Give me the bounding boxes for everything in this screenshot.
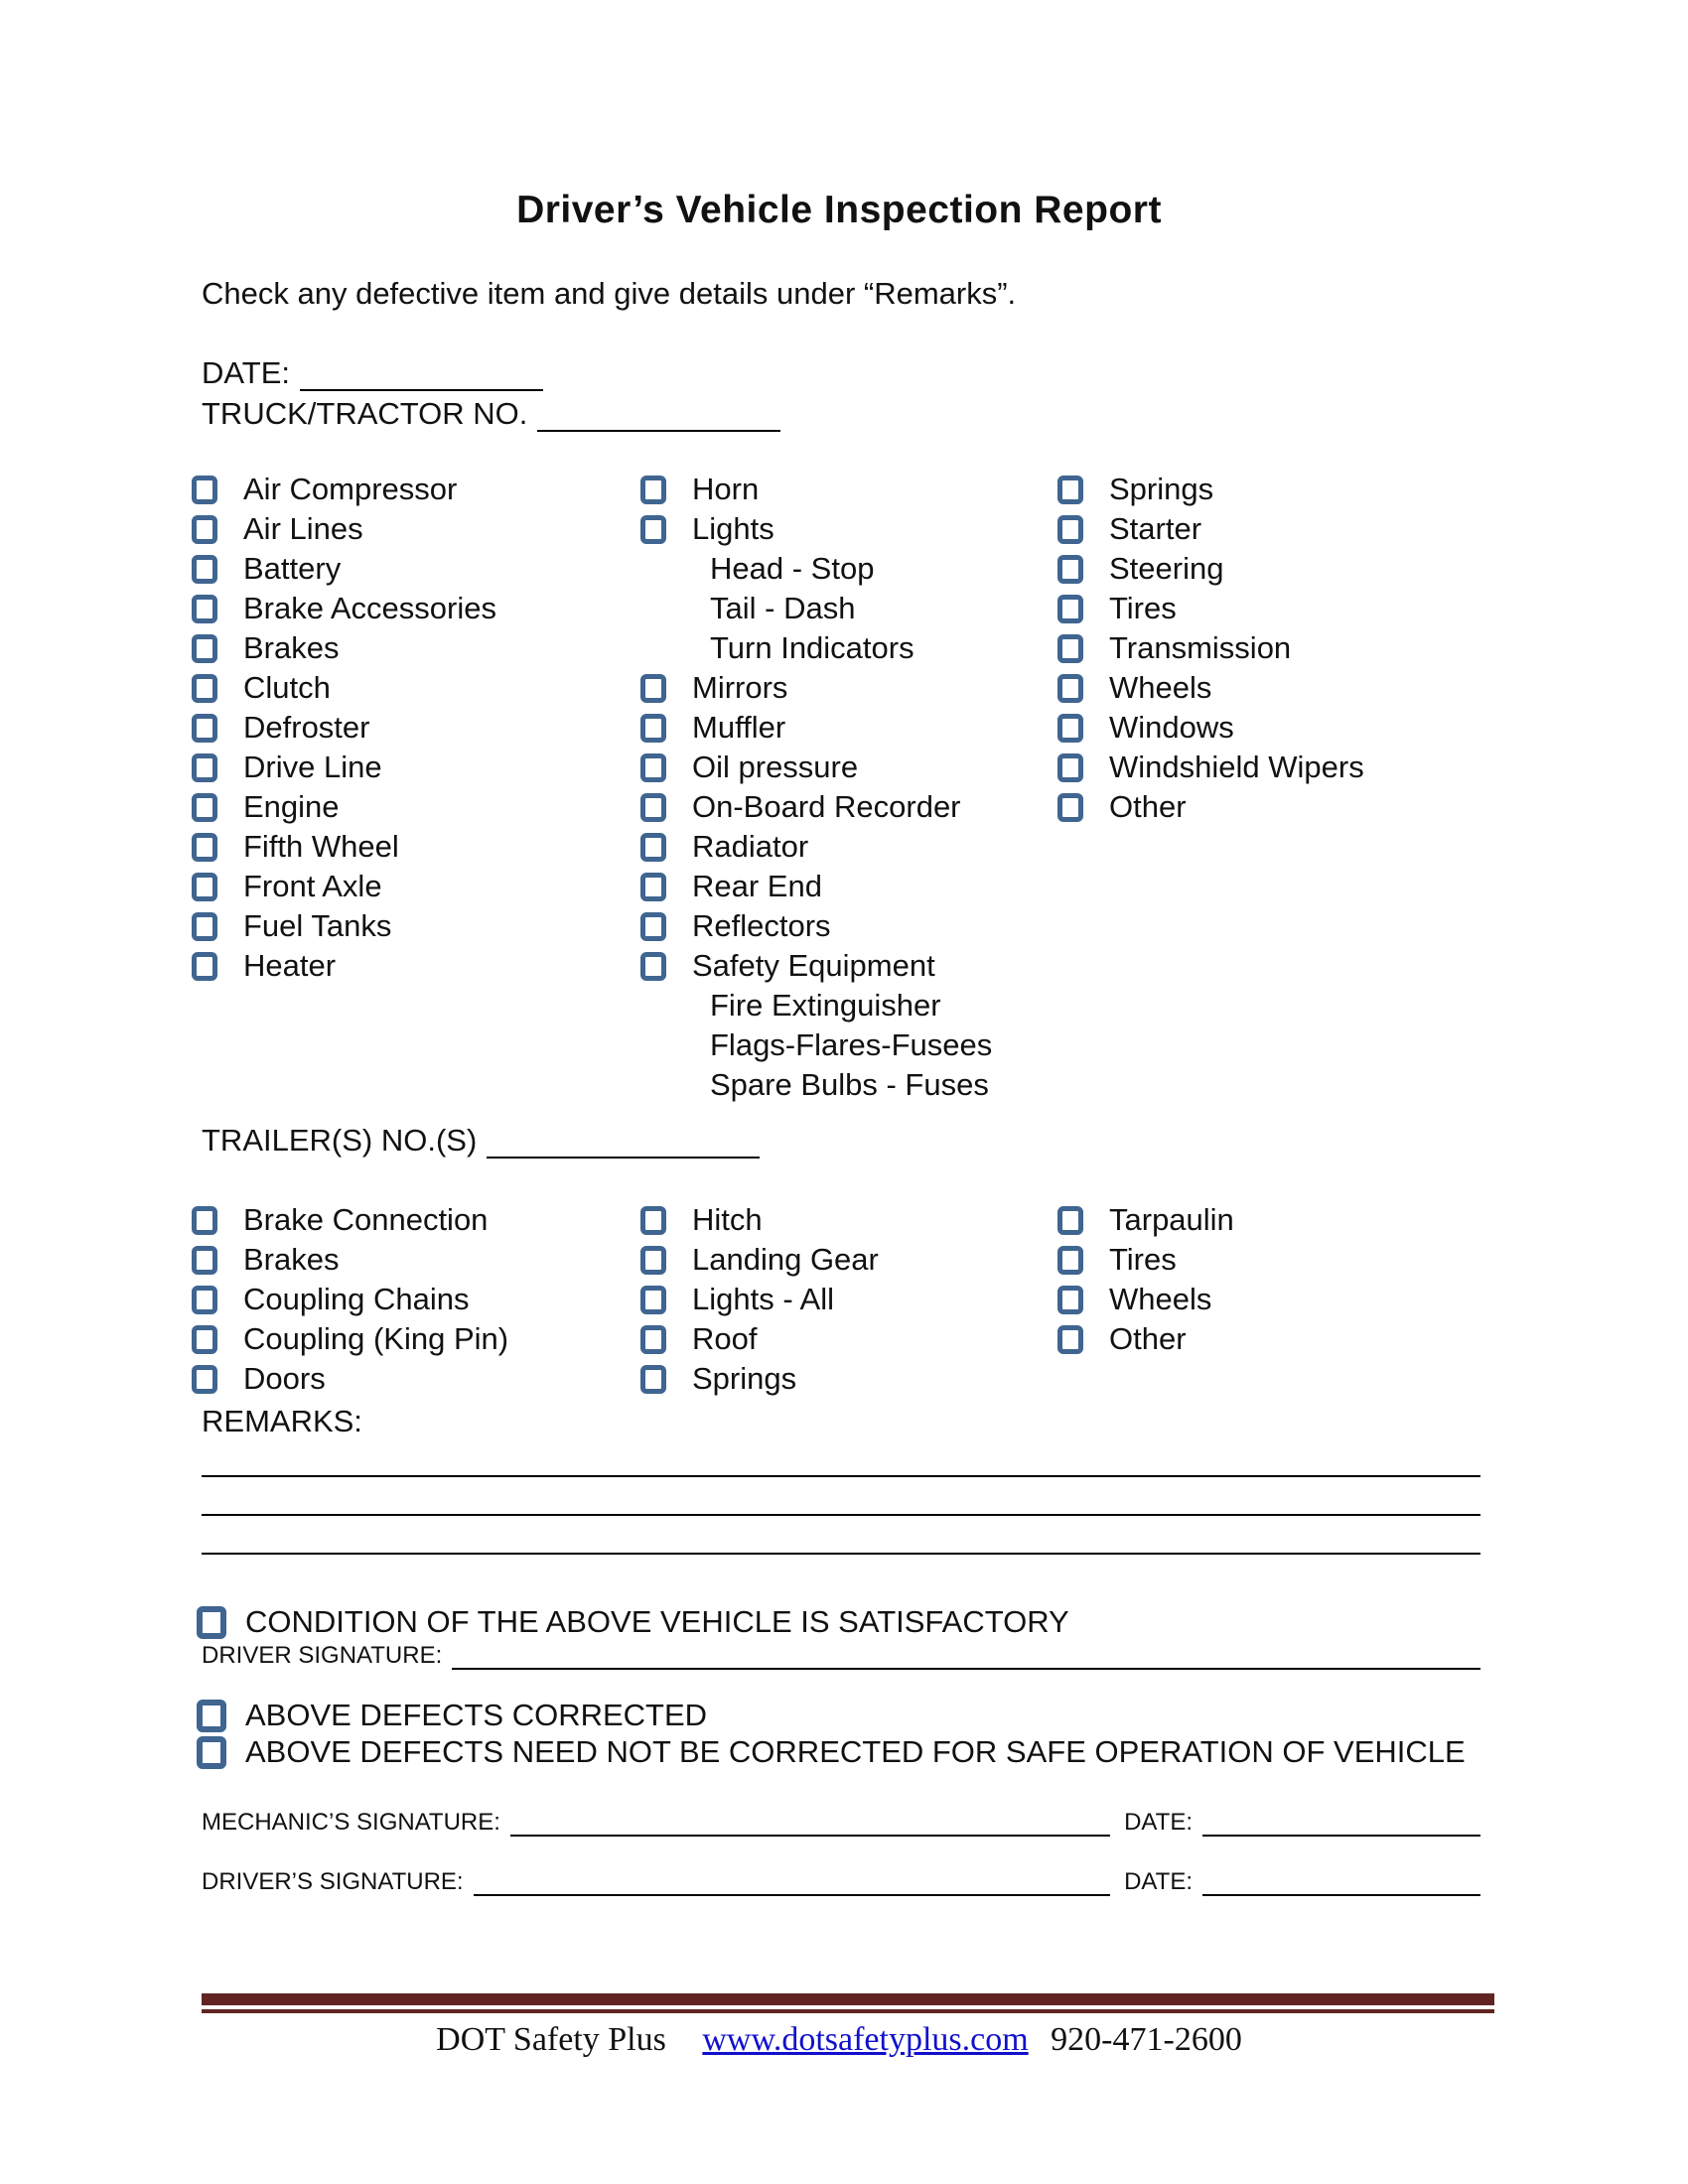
- checkbox-icon[interactable]: [640, 833, 666, 862]
- checkbox-icon[interactable]: [640, 1365, 666, 1394]
- checklist-item: [640, 589, 1067, 628]
- checklist-item-label: Tarpaulin: [1109, 1202, 1234, 1237]
- mechanic-date-line: [1202, 1809, 1480, 1837]
- checklist-item-label: Springs: [1109, 472, 1214, 506]
- checkbox-icon[interactable]: [1057, 793, 1083, 822]
- checklist-item-label: Fuel Tanks: [243, 908, 392, 943]
- checkbox-icon[interactable]: [192, 515, 217, 544]
- checklist-item: [192, 1240, 619, 1280]
- footer-divider-thin: [202, 2009, 1494, 2013]
- checkbox-icon[interactable]: [192, 595, 217, 623]
- checkbox-icon[interactable]: [192, 674, 217, 703]
- checkbox-icon[interactable]: [640, 674, 666, 703]
- driver-signature-row: [202, 1642, 1480, 1670]
- checklist-item: [640, 1319, 1067, 1359]
- checklist-item: [640, 986, 1067, 1025]
- checklist-item: [192, 748, 619, 787]
- date-fill-line: [300, 359, 543, 391]
- checklist-item-label: Doors: [243, 1361, 326, 1396]
- checklist-item: [1057, 1319, 1484, 1359]
- checklist-item: [640, 867, 1067, 906]
- checkbox-icon[interactable]: [192, 1325, 217, 1354]
- footer-website-link[interactable]: www.dotsafetyplus.com: [702, 2021, 1029, 2058]
- remarks-line-2: [202, 1514, 1480, 1516]
- checklist-item-label: Wheels: [1109, 670, 1212, 705]
- checkbox-icon[interactable]: [192, 634, 217, 663]
- trailer-fill-line: [487, 1127, 760, 1159]
- driver-date-label: DATE:: [1124, 1868, 1193, 1895]
- checkbox-icon[interactable]: [192, 1246, 217, 1275]
- checkbox-icon[interactable]: [192, 873, 217, 901]
- checkbox-icon[interactable]: [192, 1206, 217, 1235]
- defects-not-needed-checkbox[interactable]: [197, 1736, 226, 1769]
- checklist-item: [640, 827, 1067, 867]
- checklist-item: [192, 946, 619, 986]
- checklist-item-label: Wheels: [1109, 1282, 1212, 1316]
- driver-signature2-row: [202, 1868, 1480, 1896]
- checklist-item: [640, 1025, 1067, 1065]
- checklist-item-label: Lights: [692, 511, 774, 546]
- checklist-item: [1057, 470, 1484, 509]
- checkbox-icon[interactable]: [192, 753, 217, 782]
- checklist-item-label: Coupling Chains: [243, 1282, 470, 1316]
- checklist-item: [640, 509, 1067, 549]
- checklist-item: [1057, 668, 1484, 708]
- checklist-item: [640, 1280, 1067, 1319]
- checklist-item: [192, 708, 619, 748]
- checkbox-icon[interactable]: [1057, 1246, 1083, 1275]
- checklist-item-label: Air Compressor: [243, 472, 458, 506]
- checklist-item: [640, 1200, 1067, 1240]
- vehicle-checklist-column-1: [192, 470, 619, 986]
- truck-fill-line: [537, 400, 780, 432]
- checklist-item: [640, 787, 1067, 827]
- checkbox-icon[interactable]: [1057, 1325, 1083, 1354]
- checkbox-icon[interactable]: [1057, 595, 1083, 623]
- checklist-item-label: Radiator: [692, 829, 809, 864]
- checklist-item-label: Mirrors: [692, 670, 788, 705]
- vehicle-checklist-column-2: [640, 470, 1067, 1105]
- checklist-item: [192, 1280, 619, 1319]
- checklist-item-label: Tail - Dash: [710, 591, 856, 625]
- checklist-item: [640, 668, 1067, 708]
- condition-satisfactory-checkbox[interactable]: [197, 1606, 226, 1639]
- checkbox-icon[interactable]: [640, 1206, 666, 1235]
- checklist-item-label: On-Board Recorder: [692, 789, 961, 824]
- checklist-item-label: Brake Connection: [243, 1202, 489, 1237]
- checkbox-icon[interactable]: [192, 793, 217, 822]
- checklist-item-label: Lights - All: [692, 1282, 835, 1316]
- remarks-line-1: [202, 1475, 1480, 1477]
- checkbox-icon[interactable]: [640, 714, 666, 743]
- checklist-item-label: Fifth Wheel: [243, 829, 399, 864]
- checkbox-icon[interactable]: [640, 952, 666, 981]
- checklist-item-label: Roof: [692, 1321, 758, 1356]
- checklist-item: [192, 787, 619, 827]
- checklist-item: [1057, 1280, 1484, 1319]
- checkbox-icon[interactable]: [192, 555, 217, 584]
- checklist-item-label: Muffler: [692, 710, 786, 745]
- checkbox-icon[interactable]: [640, 476, 666, 504]
- defects-not-needed-row: [197, 1734, 1466, 1770]
- checkbox-icon[interactable]: [640, 912, 666, 941]
- mechanic-signature-row: [202, 1809, 1480, 1837]
- checklist-item: [640, 1065, 1067, 1105]
- checklist-item: [192, 470, 619, 509]
- checklist-item: [640, 1359, 1067, 1399]
- checklist-item-label: Engine: [243, 789, 340, 824]
- date-field-row: [202, 355, 797, 391]
- checkbox-icon[interactable]: [1057, 674, 1083, 703]
- checklist-item: [192, 1359, 619, 1399]
- checkbox-icon[interactable]: [192, 833, 217, 862]
- checklist-item-label: Brakes: [243, 630, 340, 665]
- condition-satisfactory-row: [197, 1604, 1069, 1640]
- checklist-item: [192, 867, 619, 906]
- checklist-item-label: Clutch: [243, 670, 331, 705]
- checklist-item: [1057, 509, 1484, 549]
- driver-signature2-label: DRIVER’S SIGNATURE:: [202, 1868, 464, 1895]
- checkbox-icon[interactable]: [1057, 515, 1083, 544]
- checkbox-icon[interactable]: [1057, 714, 1083, 743]
- checkbox-icon[interactable]: [640, 793, 666, 822]
- date-label: DATE:: [202, 355, 290, 390]
- checkbox-icon[interactable]: [192, 912, 217, 941]
- checklist-item: [192, 549, 619, 589]
- checklist-item-label: Springs: [692, 1361, 797, 1396]
- driver-signature2-line: [474, 1868, 1111, 1896]
- checklist-item-label: Air Lines: [243, 511, 363, 546]
- checkbox-icon[interactable]: [640, 753, 666, 782]
- checklist-item-label: Oil pressure: [692, 750, 859, 784]
- checklist-item-label: Rear End: [692, 869, 822, 903]
- mechanic-signature-line: [510, 1809, 1110, 1837]
- mechanic-date-label: DATE:: [1124, 1809, 1193, 1836]
- checklist-item: [640, 549, 1067, 589]
- checklist-item-label: Battery: [243, 551, 342, 586]
- checklist-item: [1057, 1200, 1484, 1240]
- checklist-item-label: Brakes: [243, 1242, 340, 1277]
- checkbox-icon[interactable]: [192, 952, 217, 981]
- condition-satisfactory-label: CONDITION OF THE ABOVE VEHICLE IS SATISFACTORY: [245, 1604, 1069, 1639]
- checklist-item: [192, 628, 619, 668]
- checklist-item-label: Other: [1109, 1321, 1187, 1356]
- checklist-item-label: Windows: [1109, 710, 1234, 745]
- checklist-item: [1057, 787, 1484, 827]
- checklist-item: [640, 708, 1067, 748]
- checkbox-icon[interactable]: [192, 1286, 217, 1314]
- checkbox-icon[interactable]: [640, 1286, 666, 1314]
- checklist-item-label: Brake Accessories: [243, 591, 496, 625]
- checklist-item: [192, 1319, 619, 1359]
- checklist-item-label: Landing Gear: [692, 1242, 879, 1277]
- checklist-item-label: Starter: [1109, 511, 1202, 546]
- checklist-item-label: Other: [1109, 789, 1187, 824]
- trailer-checklist-column-3: [1057, 1200, 1484, 1359]
- checkbox-icon[interactable]: [1057, 1286, 1083, 1314]
- checklist-item-label: Front Axle: [243, 869, 382, 903]
- mechanic-signature-label: MECHANIC’S SIGNATURE:: [202, 1809, 500, 1836]
- checklist-item-label: Safety Equipment: [692, 948, 935, 983]
- driver-date-line: [1202, 1868, 1480, 1896]
- checklist-item-label: Transmission: [1109, 630, 1292, 665]
- checklist-item: [1057, 549, 1484, 589]
- checklist-item-label: Reflectors: [692, 908, 831, 943]
- checklist-item: [192, 589, 619, 628]
- checklist-item-label: Tires: [1109, 1242, 1177, 1277]
- checkbox-icon[interactable]: [640, 1325, 666, 1354]
- checklist-item-label: Head - Stop: [710, 551, 875, 586]
- vehicle-checklist-column-3: [1057, 470, 1484, 827]
- checkbox-icon[interactable]: [1057, 634, 1083, 663]
- defects-corrected-row: [197, 1698, 707, 1733]
- checkbox-icon[interactable]: [192, 1365, 217, 1394]
- driver-signature-line: [452, 1642, 1480, 1670]
- checklist-item-label: Hitch: [692, 1202, 763, 1237]
- checkbox-icon[interactable]: [1057, 1206, 1083, 1235]
- checkbox-icon[interactable]: [1057, 555, 1083, 584]
- checkbox-icon[interactable]: [640, 515, 666, 544]
- truck-tractor-label: TRUCK/TRACTOR NO.: [202, 396, 528, 431]
- checklist-item: [192, 906, 619, 946]
- checkbox-icon[interactable]: [1057, 753, 1083, 782]
- trailer-checklist-column-1: [192, 1200, 619, 1399]
- instruction-text: Check any defective item and give details under “Remarks”.: [202, 276, 1017, 311]
- defects-corrected-checkbox[interactable]: [197, 1700, 226, 1732]
- driver-signature-label: DRIVER SIGNATURE:: [202, 1642, 443, 1669]
- checklist-item: [192, 668, 619, 708]
- checklist-item: [640, 1240, 1067, 1280]
- checklist-item: [640, 748, 1067, 787]
- checklist-item-label: Spare Bulbs - Fuses: [710, 1067, 989, 1102]
- checklist-item-label: Drive Line: [243, 750, 382, 784]
- truck-field-row: [202, 396, 897, 432]
- checklist-item-label: Windshield Wipers: [1109, 750, 1364, 784]
- checklist-item: [1057, 748, 1484, 787]
- checklist-item: [192, 827, 619, 867]
- checklist-item-label: Coupling (King Pin): [243, 1321, 509, 1356]
- checklist-item: [640, 946, 1067, 986]
- footer: [199, 2021, 1479, 2059]
- checklist-item: [192, 1200, 619, 1240]
- checklist-item: [640, 628, 1067, 668]
- checklist-item-label: Flags-Flares-Fusees: [710, 1027, 993, 1062]
- checklist-item-label: Tires: [1109, 591, 1177, 625]
- checklist-item: [1057, 708, 1484, 748]
- checklist-item-label: Heater: [243, 948, 337, 983]
- trailer-no-label: TRAILER(S) NO.(S): [202, 1123, 478, 1158]
- checklist-item: [192, 509, 619, 549]
- page-title: Driver’s Vehicle Inspection Report: [516, 189, 1162, 231]
- checkbox-icon[interactable]: [640, 873, 666, 901]
- remarks-label: REMARKS:: [202, 1404, 362, 1438]
- checklist-item-label: Fire Extinguisher: [710, 988, 941, 1023]
- checklist-item-label: Horn: [692, 472, 760, 506]
- checklist-item-label: Defroster: [243, 710, 370, 745]
- checklist-item: [1057, 628, 1484, 668]
- defects-corrected-label: ABOVE DEFECTS CORRECTED: [245, 1698, 708, 1732]
- checklist-item-label: Steering: [1109, 551, 1224, 586]
- checklist-item: [640, 470, 1067, 509]
- checklist-item-label: Turn Indicators: [710, 630, 914, 665]
- trailer-field-row: [202, 1123, 897, 1159]
- defects-not-needed-label: ABOVE DEFECTS NEED NOT BE CORRECTED FOR SAFE OPERATION OF VEHICLE: [245, 1734, 1466, 1769]
- remarks-line-3: [202, 1553, 1480, 1555]
- checklist-item: [1057, 589, 1484, 628]
- trailer-checklist-column-2: [640, 1200, 1067, 1399]
- footer-divider-thick: [202, 1993, 1494, 2005]
- checkbox-icon[interactable]: [192, 714, 217, 743]
- checkbox-icon[interactable]: [1057, 476, 1083, 504]
- checklist-item: [1057, 1240, 1484, 1280]
- checkbox-icon[interactable]: [192, 476, 217, 504]
- footer-company-name: DOT Safety Plus: [436, 2021, 666, 2058]
- footer-phone-number: 920-471-2600: [1051, 2021, 1242, 2058]
- checkbox-icon[interactable]: [640, 1246, 666, 1275]
- checklist-item: [640, 906, 1067, 946]
